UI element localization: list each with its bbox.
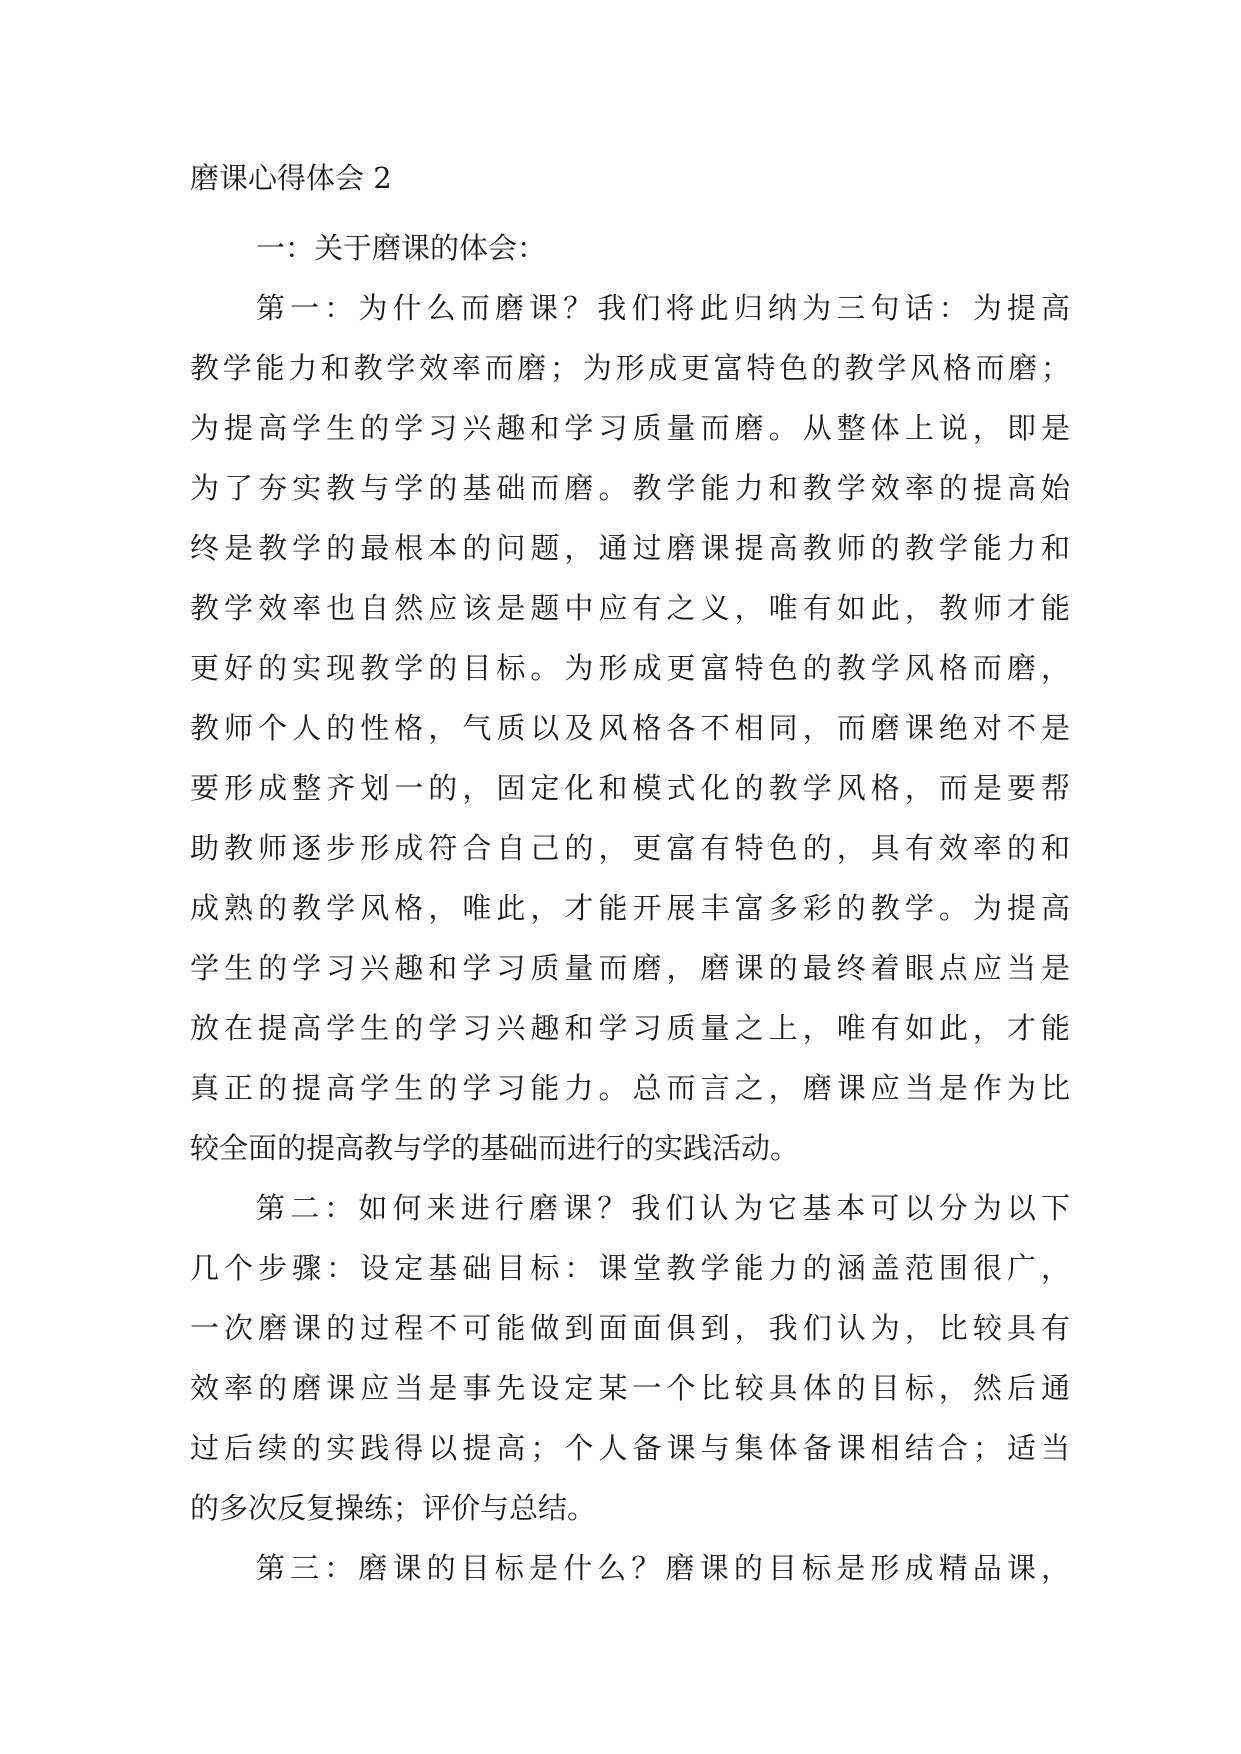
text-line: 更好的实现教学的目标。为形成更富特色的教学风格而磨， xyxy=(190,651,1070,685)
paragraph-why xyxy=(190,278,1070,1178)
text-line: 的多次反复操练；评价与总结。 xyxy=(190,1491,597,1525)
document-title: 磨课心得体会 2 xyxy=(190,161,392,195)
text-line: 助教师逐步形成符合自己的，更富有特色的，具有效率的和 xyxy=(190,831,1070,865)
text-line: 放在提高学生的学习兴趣和学习质量之上，唯有如此，才能 xyxy=(190,1011,1070,1045)
text-line: 第一：为什么而磨课？我们将此归纳为三句话：为提高 xyxy=(256,291,1070,325)
text-line: 为了夯实教与学的基础而磨。教学能力和教学效率的提高始 xyxy=(190,471,1070,505)
text-line: 一：关于磨课的体会： xyxy=(256,231,547,265)
paragraph-goal xyxy=(190,1538,1070,1598)
text-line: 一次磨课的过程不可能做到面面俱到，我们认为，比较具有 xyxy=(190,1311,1070,1345)
text-line: 教学效率也自然应该是题中应有之义，唯有如此，教师才能 xyxy=(190,591,1070,625)
text-line: 学生的学习兴趣和学习质量而磨，磨课的最终着眼点应当是 xyxy=(190,951,1070,985)
text-line: 第三：磨课的目标是什么？磨课的目标是形成精品课， xyxy=(256,1551,1070,1585)
text-line: 为提高学生的学习兴趣和学习质量而磨。从整体上说，即是 xyxy=(190,411,1070,445)
text-line: 几个步骤：设定基础目标：课堂教学能力的涵盖范围很广， xyxy=(190,1251,1070,1285)
text-line: 第二：如何来进行磨课？我们认为它基本可以分为以下 xyxy=(256,1191,1070,1225)
text-line: 真正的提高学生的学习能力。总而言之，磨课应当是作为比 xyxy=(190,1071,1070,1105)
text-line: 终是教学的最根本的问题，通过磨课提高教师的教学能力和 xyxy=(190,531,1070,565)
text-line: 成熟的教学风格，唯此，才能开展丰富多彩的教学。为提高 xyxy=(190,891,1070,925)
text-line: 要形成整齐划一的，固定化和模式化的教学风格，而是要帮 xyxy=(190,771,1070,805)
text-line: 效率的磨课应当是事先设定某一个比较具体的目标，然后通 xyxy=(190,1371,1070,1405)
paragraph-how xyxy=(190,1178,1070,1538)
text-line: 较全面的提高教与学的基础而进行的实践活动。 xyxy=(190,1131,800,1165)
text-line: 教学能力和教学效率而磨；为形成更富特色的教学风格而磨； xyxy=(190,351,1070,385)
document-body xyxy=(190,218,1070,1598)
text-line: 教师个人的性格，气质以及风格各不相同，而磨课绝对不是 xyxy=(190,711,1070,745)
heading-section-one xyxy=(190,218,1070,278)
text-line: 过后续的实践得以提高；个人备课与集体备课相结合；适当 xyxy=(190,1431,1070,1465)
